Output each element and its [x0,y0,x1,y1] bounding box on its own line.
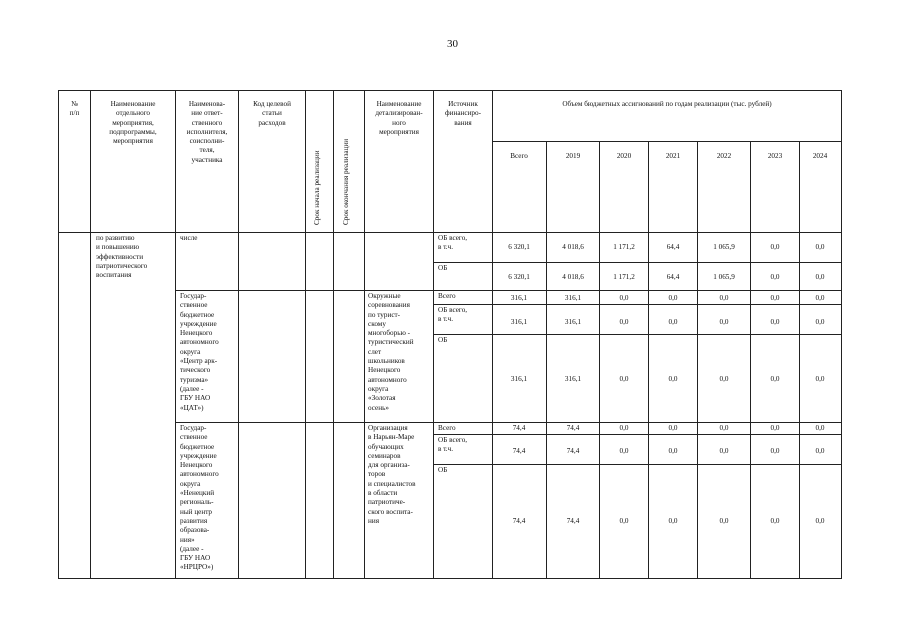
budget-value-cell: 0,0 [770,318,780,326]
budget-value-cell: 0,0 [668,447,678,455]
budget-value-cell: 0,0 [815,375,825,383]
row-divider [433,434,841,435]
year-header-2019: 2019 [565,152,581,160]
column-divider [333,90,334,579]
header-num: № п/п [69,100,80,118]
budget-value-cell: 0,0 [719,424,729,432]
budget-value-cell: 74,4 [566,447,580,455]
budget-value-cell: 0,0 [770,447,780,455]
budget-value-cell: 0,0 [815,424,825,432]
activity-name: по развитию и повышению эффективности патриотического воспитания [96,234,148,280]
year-header-total: Всего [510,152,528,160]
budget-value-cell: 1 171,2 [613,273,635,281]
budget-value-cell: 64,4 [666,273,680,281]
column-divider [492,90,493,579]
budget-value-cell: 0,0 [619,318,629,326]
budget-value-cell: 4 018,6 [562,243,584,251]
budget-value-cell: 316,1 [510,375,528,383]
source-cell: ОБ всего, в т.ч. [438,436,468,454]
budget-value-cell: 0,0 [815,447,825,455]
table-right-border [841,90,842,579]
budget-value-cell: 0,0 [770,273,780,281]
row-divider [433,262,841,263]
row-divider [175,290,841,291]
budget-value-cell: 1 065,9 [713,243,735,251]
executor-cell: числе [180,234,198,242]
column-divider [90,90,91,579]
budget-value-cell: 0,0 [815,243,825,251]
column-divider [546,141,547,579]
budget-value-cell: 0,0 [668,517,678,525]
header-budget: Объем бюджетных ассигнований по годам реализации (тыс. рублей) [562,100,772,108]
budget-value-cell: 316,1 [510,294,528,302]
budget-value-cell: 74,4 [566,424,580,432]
budget-value-cell: 0,0 [815,294,825,302]
column-divider [305,90,306,579]
column-divider [648,141,649,579]
budget-value-cell: 0,0 [668,318,678,326]
source-cell: Всего [438,424,456,432]
budget-value-cell: 0,0 [719,375,729,383]
executor-cell: Государ- ственное бюджетное учреждение Ненецкого автономного округа «Ненецкий региональ- ный центр развития образова- ния» (далее - ГБУ НАО «НРЦРО») [180,424,219,572]
column-divider [750,141,751,579]
budget-value-cell: 0,0 [770,243,780,251]
budget-value-cell: 74,4 [512,517,526,525]
source-cell: ОБ всего, в т.ч. [438,234,468,252]
column-divider [697,141,698,579]
year-header-2024: 2024 [812,152,828,160]
budget-value-cell: 1 171,2 [613,243,635,251]
budget-value-cell: 64,4 [666,243,680,251]
row-divider [175,422,841,423]
header-executor: Наименова- ние ответ- ственного исполнителя, соисполни- теля, участника [186,100,228,164]
detail-activity-cell: Организация в Нарьян-Маре обучающих семинаров для организа- торов и специалистов в области патриотиче- ского воспита- ния [368,424,416,525]
budget-value-cell: 316,1 [510,318,528,326]
budget-value-cell: 0,0 [668,424,678,432]
header-detail: Наименование детализирован- ного мероприятия [375,100,423,136]
budget-value-cell: 0,0 [719,517,729,525]
column-divider [599,141,600,579]
header-code: Код целевой статьи расходов [253,100,291,127]
budget-value-cell: 0,0 [770,424,780,432]
year-header-2023: 2023 [767,152,783,160]
budget-value-cell: 316,1 [564,375,582,383]
column-divider [799,141,800,579]
year-header-2021: 2021 [665,152,681,160]
budget-value-cell: 6 320,1 [508,273,530,281]
budget-value-cell: 4 018,6 [562,273,584,281]
year-header-2020: 2020 [616,152,632,160]
source-cell: ОБ [438,466,448,474]
column-divider [238,90,239,579]
budget-value-cell: 6 320,1 [508,243,530,251]
budget-value-cell: 0,0 [619,517,629,525]
detail-activity-cell: Окружные соревнования по турист- скому многоборью - туристический слет школьников Ненецкого автономного округа «Золотая осень» [368,292,414,412]
budget-value-cell: 0,0 [668,294,678,302]
budget-value-cell: 0,0 [719,294,729,302]
source-cell: ОБ [438,336,448,344]
budget-value-cell: 0,0 [770,517,780,525]
header-name: Наименование отдельного мероприятия, подпрограммы, мероприятия [109,100,157,146]
budget-value-cell: 0,0 [719,318,729,326]
budget-value-cell: 316,1 [564,294,582,302]
budget-header-divider [492,141,841,142]
budget-value-cell: 0,0 [815,318,825,326]
budget-value-cell: 0,0 [619,447,629,455]
budget-value-cell: 74,4 [512,424,526,432]
source-cell: Всего [438,292,456,300]
source-cell: ОБ всего, в т.ч. [438,306,468,324]
row-divider [433,304,841,305]
budget-value-cell: 74,4 [512,447,526,455]
budget-value-cell: 0,0 [815,273,825,281]
budget-value-cell: 74,4 [566,517,580,525]
header-source: Источник финансиро- вания [444,100,481,127]
budget-value-cell: 0,0 [770,294,780,302]
executor-cell: Государ- ственное бюджетное учреждение Ненецкого автономного округа «Центр арк- тического туризма» (далее - ГБУ НАО «ЦАТ») [180,292,219,412]
budget-value-cell: 1 065,9 [713,273,735,281]
header-end: Срок окончания реализации [342,138,350,225]
budget-value-cell: 0,0 [619,375,629,383]
source-cell: ОБ [438,264,448,272]
row-divider [433,334,841,335]
column-divider [364,90,365,579]
year-header-2022: 2022 [716,152,732,160]
budget-value-cell: 0,0 [815,517,825,525]
budget-value-cell: 316,1 [564,318,582,326]
header-start: Срок начала реализации [313,150,321,225]
budget-value-cell: 0,0 [770,375,780,383]
budget-value-cell: 0,0 [619,424,629,432]
budget-value-cell: 0,0 [668,375,678,383]
budget-value-cell: 0,0 [719,447,729,455]
table-left-border [58,90,59,579]
page-number: 30 [447,38,458,50]
row-divider [433,464,841,465]
budget-value-cell: 0,0 [619,294,629,302]
